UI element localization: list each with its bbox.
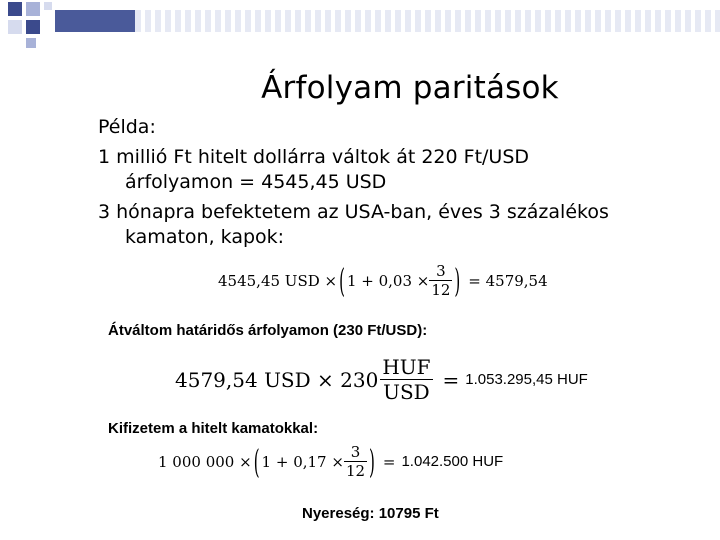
formula-equals: = bbox=[382, 452, 396, 471]
body-line: árfolyamon = 4545,45 USD bbox=[125, 171, 387, 193]
formula-lhs: 1 000 000 × bbox=[158, 452, 252, 471]
slide-title: Árfolyam paritások bbox=[261, 70, 559, 106]
formula-lhs: 4545,45 USD × bbox=[218, 271, 338, 290]
fraction-denominator: USD bbox=[383, 380, 430, 404]
open-paren-icon: ( bbox=[253, 441, 260, 482]
formula-investment bbox=[218, 262, 548, 299]
body-paragraph-2 bbox=[98, 200, 698, 250]
formula-result: 1.053.295,45 HUF bbox=[465, 371, 588, 388]
label-repay-loan: Kifizetem a hitelt kamatokkal: bbox=[108, 420, 319, 437]
label-profit: Nyereség: 10795 Ft bbox=[302, 505, 439, 522]
header-hatch bbox=[135, 10, 720, 32]
close-paren-icon: ) bbox=[369, 441, 375, 482]
fraction-numerator: HUF bbox=[382, 355, 431, 379]
fraction-numerator: 3 bbox=[429, 262, 452, 281]
fraction-denominator: 12 bbox=[345, 462, 366, 480]
formula-result: = 4579,54 bbox=[468, 271, 548, 290]
formula-inner: 1 + 0,17 × bbox=[261, 452, 344, 471]
fraction bbox=[380, 355, 432, 404]
fraction-numerator: 3 bbox=[344, 443, 367, 462]
close-paren-icon: ) bbox=[454, 260, 461, 301]
fraction bbox=[429, 262, 452, 299]
formula-inner: 1 + 0,03 × bbox=[346, 271, 430, 290]
slide-body bbox=[98, 115, 698, 255]
fraction-denominator: 12 bbox=[431, 281, 451, 299]
body-line: 1 millió Ft hitelt dollárra váltok át 220 Ft/USD bbox=[98, 146, 530, 168]
formula-conversion bbox=[175, 355, 588, 404]
formula-lhs: 4579,54 USD × 230 bbox=[175, 367, 379, 392]
formula-result: 1.042.500 HUF bbox=[401, 453, 504, 470]
body-line: kamaton, kapok: bbox=[125, 226, 285, 248]
label-forward-exchange: Átváltom határidős árfolyamon (230 Ft/USD): bbox=[108, 322, 428, 339]
body-paragraph-1 bbox=[98, 145, 698, 195]
body-line: 3 hónapra befektetem az USA-ban, éves 3 százalékos bbox=[98, 201, 609, 223]
fraction bbox=[344, 443, 367, 480]
formula-repayment bbox=[158, 443, 503, 480]
body-line: Példa: bbox=[98, 116, 156, 138]
open-paren-icon: ( bbox=[339, 260, 345, 301]
formula-equals: = bbox=[442, 367, 460, 392]
